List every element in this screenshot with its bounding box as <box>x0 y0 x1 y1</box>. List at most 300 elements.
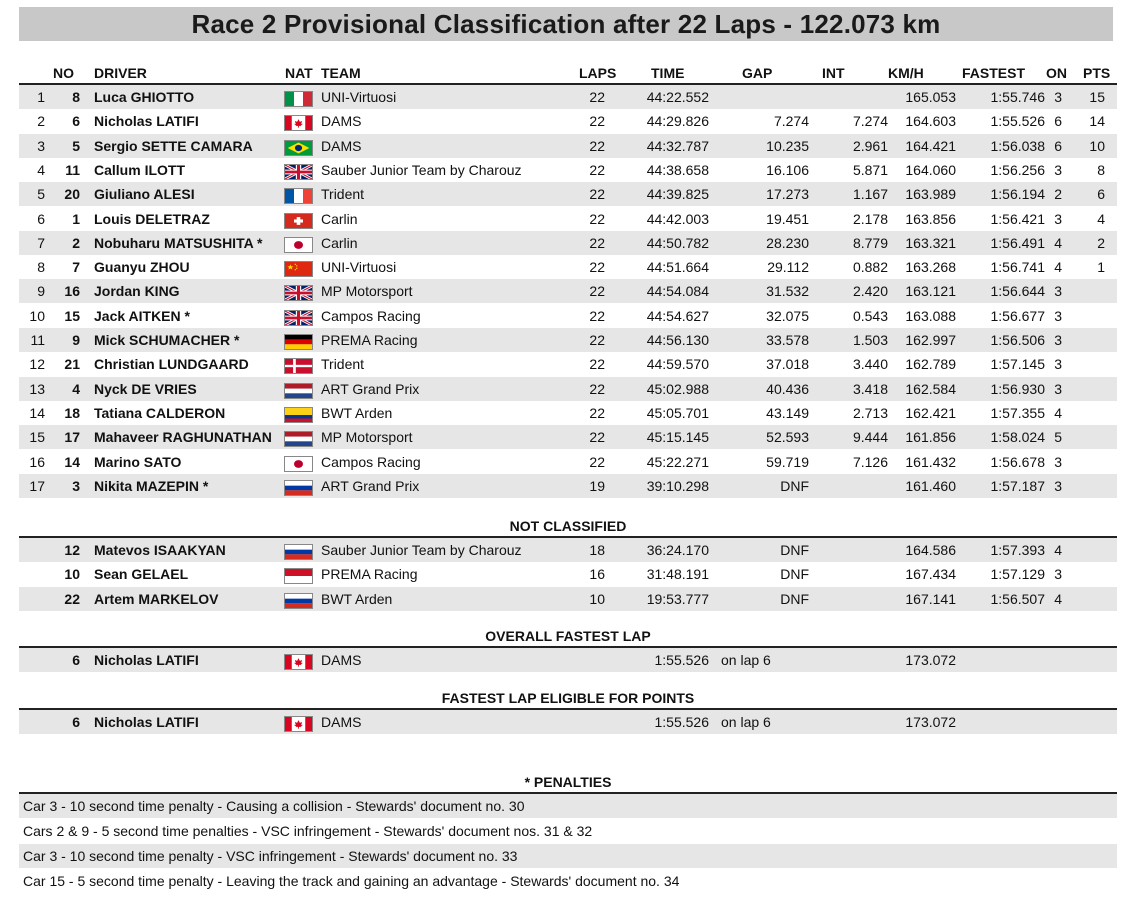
time-cell: 44:32.787 <box>646 137 709 154</box>
header-team: TEAM <box>321 65 361 81</box>
speed-cell: 163.268 <box>905 259 956 276</box>
gap-cell: DNF <box>780 590 809 607</box>
fastest-lap-cell: 1:56.491 <box>990 234 1045 251</box>
fastest-lap-cell: 1:57.145 <box>990 356 1045 373</box>
car-number-cell: 4 <box>72 380 80 397</box>
penalty-item <box>19 869 1117 893</box>
lap-on-cell: 3 <box>1054 283 1062 300</box>
driver-cell: Nicholas LATIFI <box>94 714 199 730</box>
team-cell: MP Motorsport <box>321 429 413 446</box>
flag-icon <box>284 716 313 732</box>
car-number-cell: 6 <box>72 113 80 130</box>
driver-cell: Christian LUNDGAARD <box>94 356 249 373</box>
team-cell: Trident <box>321 356 365 373</box>
laps-cell: 22 <box>589 429 605 446</box>
lap-on-cell: 3 <box>1054 380 1062 397</box>
eligible-fastest-title: FASTEST LAP ELIGIBLE FOR POINTS <box>441 690 695 706</box>
time-cell: 45:02.988 <box>646 380 709 397</box>
points-cell: 10 <box>1089 137 1105 154</box>
flag-icon <box>284 91 313 107</box>
driver-cell: Sergio SETTE CAMARA <box>94 137 253 154</box>
laps-cell: 22 <box>589 380 605 397</box>
header-kmh: KM/H <box>888 65 924 81</box>
speed-cell: 167.141 <box>905 590 956 607</box>
time-cell: 19:53.777 <box>646 590 709 607</box>
fastest-lap-cell: 1:57.187 <box>990 477 1045 494</box>
penalty-item <box>19 819 1117 843</box>
driver-cell: Artem MARKELOV <box>94 590 219 607</box>
position-cell: 13 <box>29 380 45 397</box>
classification-row <box>19 85 1117 109</box>
flag-icon <box>284 358 313 374</box>
gap-cell: on lap 6 <box>721 652 771 668</box>
fastest-lap-cell: 1:56.256 <box>990 161 1045 178</box>
fastest-lap-cell: 1:56.506 <box>990 332 1045 348</box>
team-cell: Campos Racing <box>321 453 421 470</box>
speed-cell: 164.060 <box>905 161 956 178</box>
time-cell: 31:48.191 <box>646 566 709 583</box>
laps-cell: 22 <box>589 259 605 276</box>
car-number-cell: 7 <box>72 259 80 276</box>
interval-cell: 3.440 <box>852 356 888 373</box>
classification-row <box>19 207 1117 231</box>
fastest-lap-row <box>19 648 1117 672</box>
car-number-cell: 10 <box>64 566 80 583</box>
fastest-lap-cell: 1:58.024 <box>990 429 1045 446</box>
flag-icon <box>284 115 313 131</box>
car-number-cell: 11 <box>65 161 80 178</box>
car-number-cell: 6 <box>72 652 80 668</box>
classification-row <box>19 304 1117 328</box>
speed-cell: 163.989 <box>905 186 956 203</box>
laps-cell: 18 <box>589 542 605 558</box>
time-cell: 44:54.084 <box>646 283 709 300</box>
driver-cell: Mahaveer RAGHUNATHAN <box>94 429 272 446</box>
fastest-lap-cell: 1:57.393 <box>990 542 1045 558</box>
lap-on-cell: 3 <box>1054 307 1062 324</box>
car-number-cell: 21 <box>64 356 80 373</box>
fastest-lap-cell: 1:56.677 <box>990 307 1045 324</box>
speed-cell: 162.421 <box>905 404 956 421</box>
driver-cell: Tatiana CALDERON <box>94 404 226 421</box>
time-cell: 44:50.782 <box>646 234 709 251</box>
lap-on-cell: 4 <box>1054 234 1062 251</box>
gap-cell: 59.719 <box>766 453 809 470</box>
position-cell: 6 <box>37 210 45 227</box>
classification-row <box>19 255 1117 279</box>
team-cell: BWT Arden <box>321 404 393 421</box>
driver-cell: Jack AITKEN * <box>94 307 190 324</box>
flag-icon <box>284 383 313 399</box>
laps-cell: 22 <box>589 186 605 203</box>
car-number-cell: 1 <box>72 210 80 227</box>
laps-cell: 22 <box>589 89 605 105</box>
interval-cell: 7.274 <box>852 113 888 130</box>
lap-on-cell: 3 <box>1054 356 1062 373</box>
gap-cell: 32.075 <box>766 307 809 324</box>
team-cell: MP Motorsport <box>321 283 413 300</box>
team-cell: BWT Arden <box>321 590 393 607</box>
time-cell: 45:22.271 <box>646 453 709 470</box>
flag-icon <box>284 480 313 496</box>
team-cell: Campos Racing <box>321 307 421 324</box>
laps-cell: 22 <box>589 307 605 324</box>
header-time: TIME <box>651 65 685 81</box>
interval-cell: 9.444 <box>852 429 888 446</box>
car-number-cell: 8 <box>72 89 80 105</box>
gap-cell: 7.274 <box>773 113 809 130</box>
gap-cell: 37.018 <box>766 356 809 373</box>
flag-icon <box>284 310 313 326</box>
fastest-lap-cell: 1:56.194 <box>990 186 1045 203</box>
lap-on-cell: 4 <box>1054 590 1062 607</box>
lap-on-cell: 6 <box>1054 137 1062 154</box>
car-number-cell: 9 <box>72 332 80 348</box>
gap-cell: on lap 6 <box>721 714 771 730</box>
speed-cell: 173.072 <box>905 652 956 668</box>
driver-cell: Nobuharu MATSUSHITA * <box>94 234 263 251</box>
position-cell: 17 <box>29 477 45 494</box>
team-cell: DAMS <box>321 714 362 730</box>
classification-row <box>19 134 1117 158</box>
time-cell: 44:56.130 <box>646 332 709 348</box>
speed-cell: 161.432 <box>905 453 956 470</box>
car-number-cell: 2 <box>72 234 80 251</box>
team-cell: PREMA Racing <box>321 566 418 583</box>
gap-cell: DNF <box>780 542 809 558</box>
laps-cell: 22 <box>589 210 605 227</box>
interval-cell: 2.713 <box>852 404 888 421</box>
interval-cell: 0.543 <box>852 307 888 324</box>
penalties-title: * PENALTIES <box>524 774 612 790</box>
car-number-cell: 20 <box>64 186 80 203</box>
points-cell: 8 <box>1097 161 1105 178</box>
speed-cell: 164.586 <box>905 542 956 558</box>
laps-cell: 19 <box>589 477 605 494</box>
team-cell: DAMS <box>321 652 362 668</box>
speed-cell: 163.321 <box>905 234 956 251</box>
fastest-lap-cell: 1:56.421 <box>990 210 1045 227</box>
speed-cell: 165.053 <box>905 89 956 105</box>
fastest-lap-cell: 1:55.746 <box>990 89 1045 105</box>
flag-icon <box>284 285 313 301</box>
lap-on-cell: 4 <box>1054 404 1062 421</box>
laps-cell: 10 <box>589 590 605 607</box>
position-cell: 11 <box>30 332 45 348</box>
flag-icon <box>284 431 313 447</box>
time-cell: 44:38.658 <box>646 161 709 178</box>
laps-cell: 22 <box>589 404 605 421</box>
overall-fastest-title: OVERALL FASTEST LAP <box>485 628 651 644</box>
car-number-cell: 6 <box>72 714 80 730</box>
points-cell: 1 <box>1097 259 1105 276</box>
penalty-text: Cars 2 & 9 - 5 second time penalties - VSC infringement - Stewards' document nos. 31 & 32 <box>23 823 593 839</box>
interval-cell: 2.961 <box>852 137 888 154</box>
driver-cell: Mick SCHUMACHER * <box>94 332 240 348</box>
gap-cell: 40.436 <box>766 380 809 397</box>
car-number-cell: 12 <box>64 542 80 558</box>
driver-cell: Nicholas LATIFI <box>94 113 199 130</box>
fastest-lap-cell: 1:56.644 <box>990 283 1045 300</box>
lap-on-cell: 4 <box>1054 259 1062 276</box>
driver-cell: Giuliano ALESI <box>94 186 195 203</box>
classification-row <box>19 182 1117 206</box>
position-cell: 10 <box>29 307 45 324</box>
position-cell: 4 <box>37 161 45 178</box>
penalty-text: Car 3 - 10 second time penalty - VSC infringement - Stewards' document no. 33 <box>23 848 518 864</box>
time-cell: 44:29.826 <box>646 113 709 130</box>
interval-cell: 1.503 <box>852 332 888 348</box>
speed-cell: 173.072 <box>905 714 956 730</box>
lap-on-cell: 2 <box>1054 186 1062 203</box>
interval-cell: 8.779 <box>852 234 888 251</box>
speed-cell: 161.856 <box>905 429 956 446</box>
classification-row <box>19 377 1117 401</box>
team-cell: DAMS <box>321 137 362 154</box>
driver-cell: Nyck DE VRIES <box>94 380 197 397</box>
position-cell: 16 <box>29 453 45 470</box>
time-cell: 45:15.145 <box>646 429 709 446</box>
lap-on-cell: 3 <box>1054 161 1062 178</box>
interval-cell: 1.167 <box>852 186 888 203</box>
not-classified-row <box>19 562 1117 586</box>
classification-row <box>19 401 1117 425</box>
laps-cell: 22 <box>589 283 605 300</box>
time-cell: 1:55.526 <box>654 714 709 730</box>
car-number-cell: 14 <box>64 453 80 470</box>
classification-row <box>19 425 1117 449</box>
team-cell: UNI-Virtuosi <box>321 259 397 276</box>
driver-cell: Marino SATO <box>94 453 182 470</box>
fastest-lap-cell: 1:56.930 <box>990 380 1045 397</box>
speed-cell: 162.789 <box>905 356 956 373</box>
gap-cell: 10.235 <box>766 137 809 154</box>
header-int: INT <box>822 65 845 81</box>
laps-cell: 22 <box>589 453 605 470</box>
gap-cell: 33.578 <box>766 332 809 348</box>
gap-cell: 52.593 <box>766 429 809 446</box>
flag-icon <box>284 654 313 670</box>
classification-row <box>19 231 1117 255</box>
gap-cell: 16.106 <box>766 161 809 178</box>
fastest-lap-cell: 1:57.355 <box>990 404 1045 421</box>
lap-on-cell: 4 <box>1054 542 1062 558</box>
time-cell: 1:55.526 <box>654 652 709 668</box>
flag-icon <box>284 407 313 423</box>
flag-icon <box>284 456 313 472</box>
position-cell: 14 <box>29 404 45 421</box>
lap-on-cell: 5 <box>1054 429 1062 446</box>
position-cell: 3 <box>37 137 45 154</box>
gap-cell: 31.532 <box>766 283 809 300</box>
classification-row <box>19 450 1117 474</box>
fastest-lap-cell: 1:56.678 <box>990 453 1045 470</box>
fastest-lap-cell: 1:56.038 <box>990 137 1045 154</box>
points-cell: 14 <box>1089 113 1105 130</box>
fastest-lap-cell: 1:57.129 <box>990 566 1045 583</box>
lap-on-cell: 3 <box>1054 89 1062 105</box>
team-cell: PREMA Racing <box>321 332 418 348</box>
header-nat: NAT <box>285 65 313 81</box>
laps-cell: 22 <box>589 113 605 130</box>
gap-cell: 29.112 <box>767 259 809 276</box>
interval-cell: 0.882 <box>852 259 888 276</box>
car-number-cell: 3 <box>72 477 80 494</box>
time-cell: 44:54.627 <box>646 307 709 324</box>
flag-icon <box>284 188 313 204</box>
time-cell: 44:22.552 <box>646 89 709 105</box>
header-driver: DRIVER <box>94 65 147 81</box>
car-number-cell: 5 <box>72 137 80 154</box>
position-cell: 1 <box>37 89 45 105</box>
position-cell: 7 <box>37 234 45 251</box>
team-cell: Sauber Junior Team by Charouz <box>321 161 522 178</box>
not-classified-row <box>19 587 1117 611</box>
driver-cell: Nicholas LATIFI <box>94 652 199 668</box>
not-classified-row <box>19 538 1117 562</box>
team-cell: ART Grand Prix <box>321 477 420 494</box>
car-number-cell: 16 <box>64 283 80 300</box>
header-gap: GAP <box>742 65 773 81</box>
flag-icon <box>284 593 313 609</box>
time-cell: 44:51.664 <box>646 259 709 276</box>
time-cell: 39:10.298 <box>646 477 709 494</box>
driver-cell: Matevos ISAAKYAN <box>94 542 226 558</box>
team-cell: Carlin <box>321 234 358 251</box>
points-cell: 15 <box>1089 89 1105 105</box>
speed-cell: 164.421 <box>905 137 956 154</box>
team-cell: Carlin <box>321 210 358 227</box>
fastest-lap-cell: 1:56.741 <box>990 259 1045 276</box>
team-cell: ART Grand Prix <box>321 380 420 397</box>
header-fastest: FASTEST <box>962 65 1026 81</box>
speed-cell: 162.584 <box>905 380 956 397</box>
classification-row <box>19 474 1117 498</box>
flag-icon <box>284 213 313 229</box>
interval-cell: 2.178 <box>852 210 888 227</box>
gap-cell: DNF <box>780 566 809 583</box>
not-classified-title: NOT CLASSIFIED <box>509 518 627 534</box>
header-on: ON <box>1046 65 1067 81</box>
driver-cell: Guanyu ZHOU <box>94 259 190 276</box>
time-cell: 44:59.570 <box>646 356 709 373</box>
gap-cell: 28.230 <box>766 234 809 251</box>
header-pts: PTS <box>1083 65 1111 81</box>
penalty-text: Car 3 - 10 second time penalty - Causing a collision - Stewards' document no. 30 <box>23 798 525 814</box>
points-cell: 2 <box>1097 234 1105 251</box>
interval-cell: 7.126 <box>852 453 888 470</box>
position-cell: 15 <box>29 429 45 446</box>
team-cell: DAMS <box>321 113 362 130</box>
flag-icon <box>284 164 313 180</box>
gap-cell: DNF <box>780 477 809 494</box>
gap-cell: 19.451 <box>766 210 809 227</box>
gap-cell: 43.149 <box>766 404 809 421</box>
car-number-cell: 22 <box>64 590 80 607</box>
laps-cell: 16 <box>589 566 605 583</box>
interval-cell: 5.871 <box>852 161 888 178</box>
time-cell: 44:42.003 <box>646 210 709 227</box>
header-no: NO <box>53 65 74 81</box>
driver-cell: Callum ILOTT <box>94 161 185 178</box>
speed-cell: 164.603 <box>905 113 956 130</box>
classification-row <box>19 158 1117 182</box>
driver-cell: Jordan KING <box>94 283 180 300</box>
header-laps: LAPS <box>579 65 617 81</box>
speed-cell: 162.997 <box>905 332 956 348</box>
flag-icon <box>284 568 313 584</box>
flag-icon <box>284 140 313 156</box>
classification-row <box>19 352 1117 376</box>
time-cell: 45:05.701 <box>646 404 709 421</box>
position-cell: 12 <box>29 356 45 373</box>
fastest-lap-cell: 1:55.526 <box>990 113 1045 130</box>
laps-cell: 22 <box>589 356 605 373</box>
car-number-cell: 18 <box>64 404 80 421</box>
car-number-cell: 17 <box>64 429 80 446</box>
speed-cell: 163.088 <box>905 307 956 324</box>
speed-cell: 161.460 <box>905 477 956 494</box>
position-cell: 8 <box>37 259 45 276</box>
flag-icon <box>284 237 313 253</box>
lap-on-cell: 3 <box>1054 332 1062 348</box>
penalty-item <box>19 844 1117 868</box>
lap-on-cell: 3 <box>1054 566 1062 583</box>
speed-cell: 167.434 <box>905 566 956 583</box>
time-cell: 36:24.170 <box>646 542 709 558</box>
penalty-item <box>19 794 1117 818</box>
driver-cell: Luca GHIOTTO <box>94 89 195 105</box>
points-cell: 4 <box>1097 210 1105 227</box>
classification-row <box>19 279 1117 303</box>
interval-cell: 3.418 <box>852 380 888 397</box>
laps-cell: 22 <box>589 332 605 348</box>
car-number-cell: 15 <box>64 307 80 324</box>
position-cell: 9 <box>37 283 45 300</box>
speed-cell: 163.121 <box>905 283 956 300</box>
classification-row <box>19 109 1117 133</box>
driver-cell: Louis DELETRAZ <box>94 210 210 227</box>
flag-icon <box>284 334 313 350</box>
flag-icon <box>284 544 313 560</box>
gap-cell: 17.273 <box>766 186 809 203</box>
lap-on-cell: 3 <box>1054 453 1062 470</box>
position-cell: 2 <box>37 113 45 130</box>
laps-cell: 22 <box>589 234 605 251</box>
time-cell: 44:39.825 <box>646 186 709 203</box>
classification-row <box>19 328 1117 352</box>
team-cell: UNI-Virtuosi <box>321 89 397 105</box>
lap-on-cell: 3 <box>1054 210 1062 227</box>
team-cell: Trident <box>321 186 365 203</box>
flag-icon <box>284 261 313 277</box>
speed-cell: 163.856 <box>905 210 956 227</box>
interval-cell: 2.420 <box>852 283 888 300</box>
position-cell: 5 <box>37 186 45 203</box>
points-cell: 6 <box>1097 186 1105 203</box>
driver-cell: Sean GELAEL <box>94 566 189 583</box>
fastest-lap-row <box>19 710 1117 734</box>
lap-on-cell: 6 <box>1054 113 1062 130</box>
laps-cell: 22 <box>589 161 605 178</box>
lap-on-cell: 3 <box>1054 477 1062 494</box>
laps-cell: 22 <box>589 137 605 154</box>
penalty-text: Car 15 - 5 second time penalty - Leaving the track and gaining an advantage - Stewards' document no. 34 <box>23 873 680 889</box>
team-cell: Sauber Junior Team by Charouz <box>321 542 522 558</box>
page-title: Race 2 Provisional Classification after 22 Laps - 122.073 km <box>19 7 1113 41</box>
driver-cell: Nikita MAZEPIN * <box>94 477 209 494</box>
fastest-lap-cell: 1:56.507 <box>990 590 1045 607</box>
